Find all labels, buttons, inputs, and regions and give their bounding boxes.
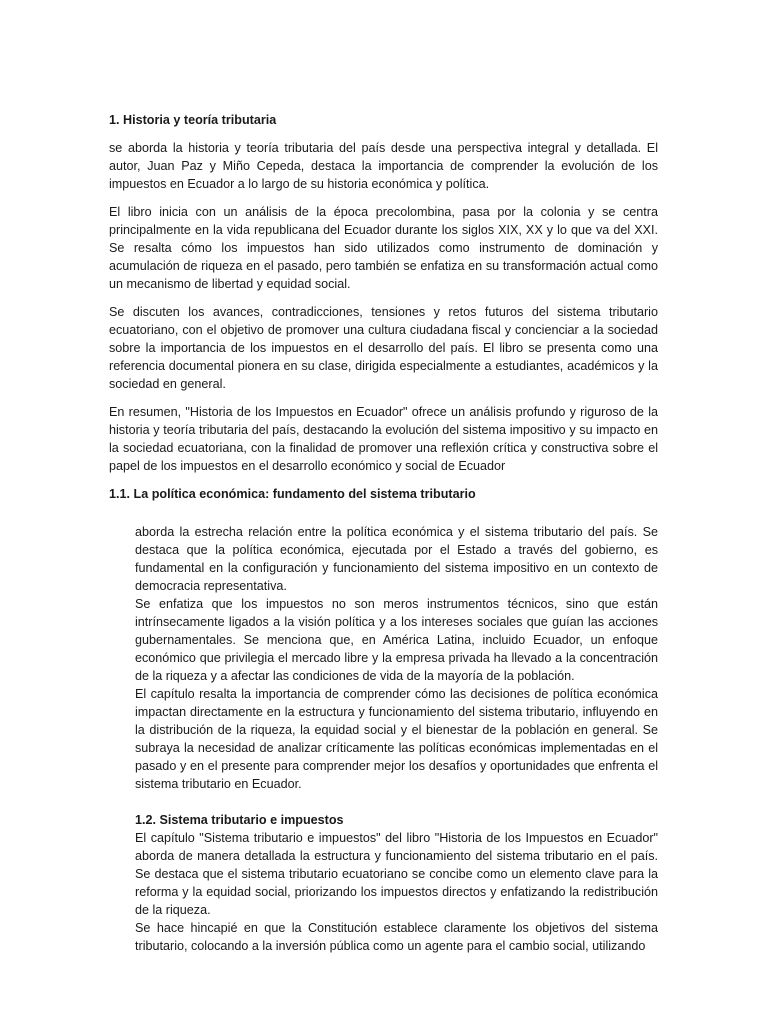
paragraph: En resumen, "Historia de los Impuestos en Ecuador" ofrece un análisis profundo y riguroso de la historia y teoría tributaria del país, destacando la evolución del sistema impositivo y su impacto en la sociedad ecuatoriana, con la finalidad de promover una reflexión crítica y constructiva sobre el papel de los impuestos en el desarrollo económico y social de Ecuador (109, 405, 658, 473)
paragraph: Se enfatiza que los impuestos no son meros instrumentos técnicos, sino que están intrínsecamente ligados a la visión política y a los intereses sociales que guían las acciones gubernamentales. Se menciona que, en América Latina, incluido Ecuador, un enfoque económico que privilegia el mercado libre y la empresa privada ha llevado a la concentración de la riqueza y a afectar las condiciones de vida de la mayoría de la población. (135, 597, 658, 683)
section-heading: 1. Historia y teoría tributaria (109, 113, 277, 127)
paragraph: El capítulo resalta la importancia de comprender cómo las decisiones de política económica impactan directamente en la estructura y funcionamiento del sistema tributario, influyendo en la distribución de la riqueza, la equidad social y el bienestar de la población en general. Se subraya la necesidad de analizar críticamente las políticas económicas implementadas en el pasado y en el presente para comprender mejor los desafíos y oportunidades que enfrenta el sistema tributario en Ecuador. (135, 687, 658, 791)
paragraph: Se hace hincapié en que la Constitución establece claramente los objetivos del sistema tributario, colocando a la inversión pública como un agente para el cambio social, utilizando (135, 921, 658, 953)
paragraph: El capítulo "Sistema tributario e impuestos" del libro "Historia de los Impuestos en Ecuador" aborda de manera detallada la estructura y funcionamiento del sistema tributario en el país. Se destaca que el sistema tributario ecuatoriano se concibe como un elemento clave para la reforma y la equidad social, priorizando los impuestos directos y enfatizando la redistribución de la riqueza. (135, 831, 658, 917)
paragraph: El libro inicia con un análisis de la época precolombina, pasa por la colonia y se centra principalmente en la vida republicana del Ecuador durante los siglos XIX, XX y lo que va del XXI. Se resalta cómo los impuestos han sido utilizados como instrumento de dominación y acumulación de riqueza en el pasado, pero también se enfatiza en su transformación actual como un mecanismo de libertad y equidad social. (109, 205, 658, 291)
paragraph: aborda la estrecha relación entre la política económica y el sistema tributario del país. Se destaca que la política económica, ejecutada por el Estado a través del gobierno, es fundamental en la configuración y funcionamiento del sistema impositivo en un contexto de democracia representativa. (135, 525, 658, 593)
document-body (109, 111, 658, 955)
paragraph: se aborda la historia y teoría tributaria del país desde una perspectiva integral y detallada. El autor, Juan Paz y Miño Cepeda, destaca la importancia de comprender la evolución de los impuestos en Ecuador a lo largo de su historia económica y política. (109, 141, 658, 191)
indented-section (135, 523, 658, 955)
paragraph: Se discuten los avances, contradicciones, tensiones y retos futuros del sistema tributario ecuatoriano, con el objetivo de promover una cultura ciudadana fiscal y concienciar a la sociedad sobre la importancia de los impuestos en el desarrollo del país. El libro se presenta como una referencia documental pionera en su clase, dirigida especialmente a estudiantes, académicos y la sociedad en general. (109, 305, 658, 391)
subsection-heading: 1.1. La política económica: fundamento del sistema tributario (109, 487, 476, 501)
subsection-heading: 1.2. Sistema tributario e impuestos (135, 813, 344, 827)
